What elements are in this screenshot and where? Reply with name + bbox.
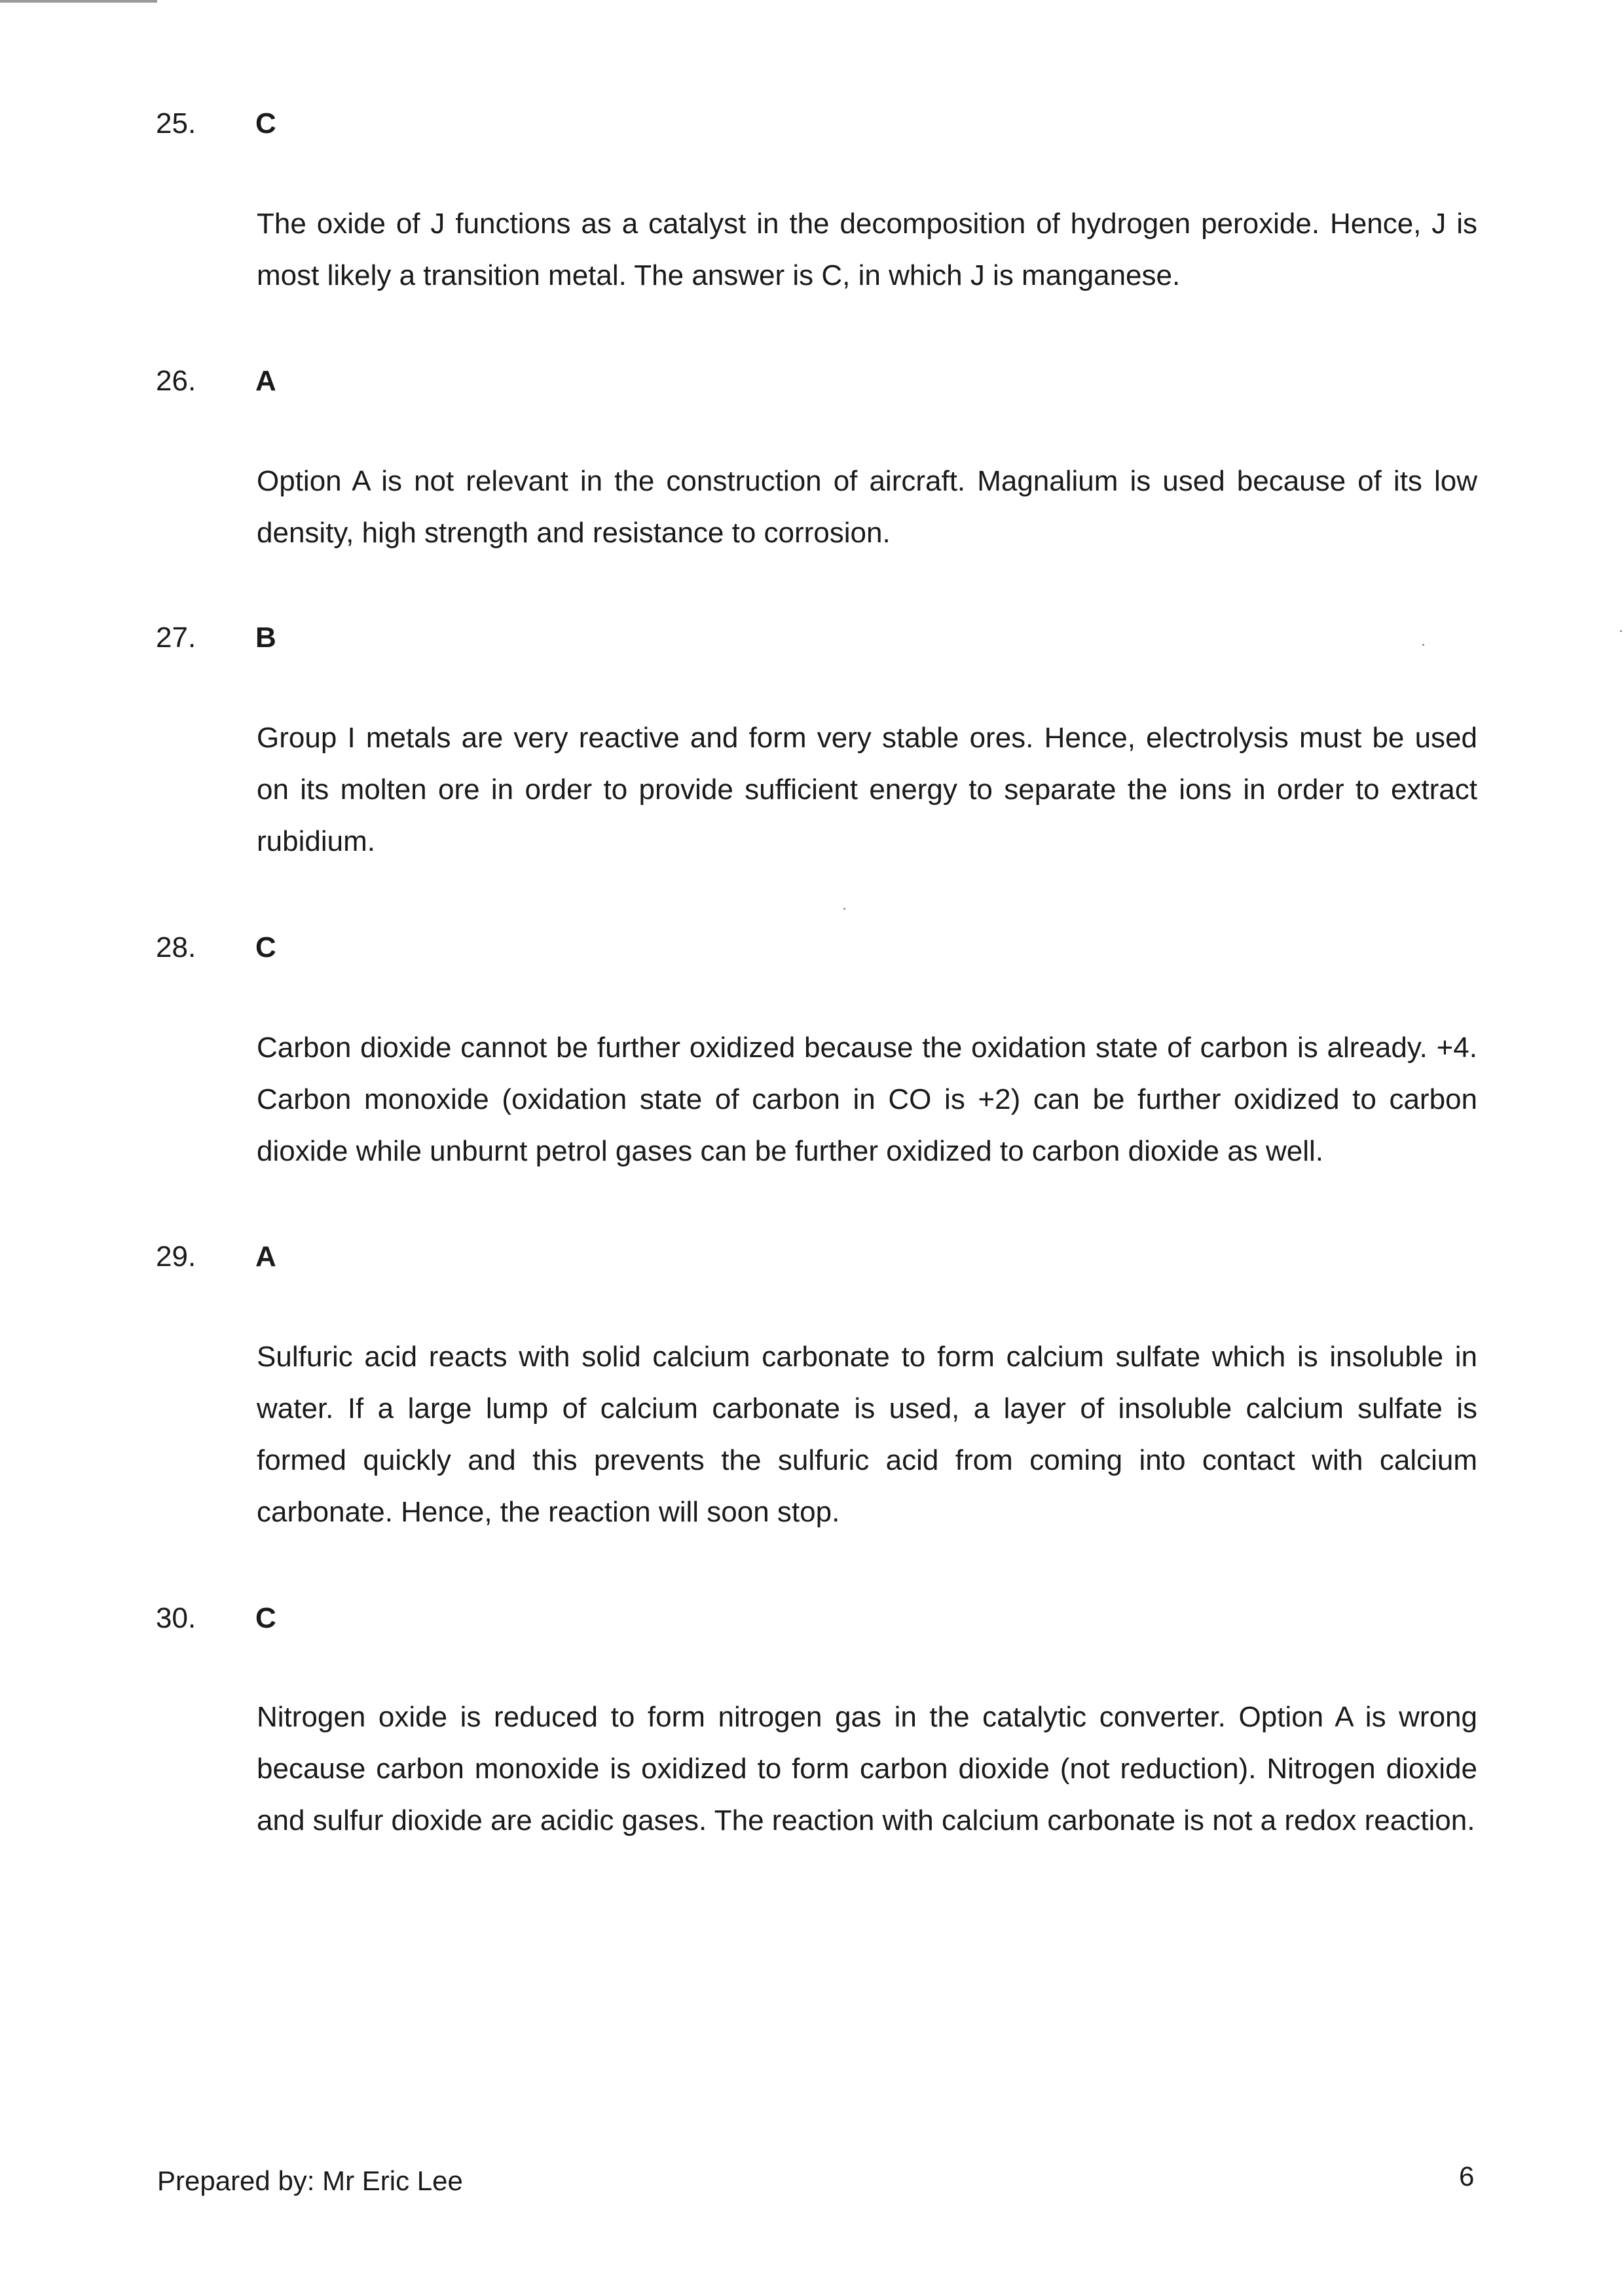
page-number: 6	[1459, 2161, 1475, 2192]
question-28-number: 28.	[156, 931, 196, 963]
scan-speck	[1620, 630, 1622, 632]
question-30-answer: C	[255, 1602, 276, 1634]
question-25-answer: C	[255, 107, 276, 140]
question-30-number: 30.	[156, 1602, 196, 1634]
question-28-explanation: Carbon dioxide cannot be further oxidized because the oxidation state of carbon is already. +4. Carbon monoxide (oxidation state of carbon in CO is +2) can be further oxidized to carbon dioxide while unburnt petrol gases can be further oxidized to carbon dioxide as well.	[257, 1032, 1477, 1167]
question-29-answer: A	[255, 1241, 276, 1273]
question-29-number: 29.	[156, 1241, 196, 1273]
question-26-answer: A	[255, 365, 276, 397]
question-25-number: 25.	[156, 107, 196, 140]
question-30-explanation: Nitrogen oxide is reduced to form nitrogen gas in the catalytic converter. Option A is wrong because carbon monoxide is oxidized to form carbon dioxide (not reduction). Nitrogen dioxide and sulfur dioxide are acidic gases. The reaction with calcium carbonate is not a redox reaction.	[257, 1701, 1477, 1837]
question-29-explanation: Sulfuric acid reacts with solid calcium carbonate to form calcium sulfate which is insoluble in water. If a large lump of calcium carbonate is used, a layer of insoluble calcium sulfate is formed quickly and this prevents the sulfuric acid from coming into contact with calcium carbonate. Hence, the reaction will soon stop.	[257, 1341, 1477, 1528]
question-26-explanation: Option A is not relevant in the construction of aircraft. Magnalium is used because of its low density, high strength and resistance to corrosion.	[257, 465, 1477, 549]
question-27-explanation: Group I metals are very reactive and form very stable ores. Hence, electrolysis must be used on its molten ore in order to provide sufficient energy to separate the ions in order to extract rubidium.	[257, 722, 1477, 857]
prepared-by-footer: Prepared by: Mr Eric Lee	[157, 2165, 463, 2196]
question-28-answer: C	[255, 931, 276, 963]
scan-speck	[1422, 644, 1424, 646]
question-25-explanation: The oxide of J functions as a catalyst in the decomposition of hydrogen peroxide. Hence, J is most likely a transition metal. The answer is C, in which J is manganese.	[257, 208, 1477, 291]
scan-edge-line	[0, 0, 157, 3]
question-26-number: 26.	[156, 365, 196, 397]
question-27-answer: B	[255, 622, 276, 654]
scan-speck	[843, 908, 845, 910]
question-27-number: 27.	[156, 622, 196, 654]
